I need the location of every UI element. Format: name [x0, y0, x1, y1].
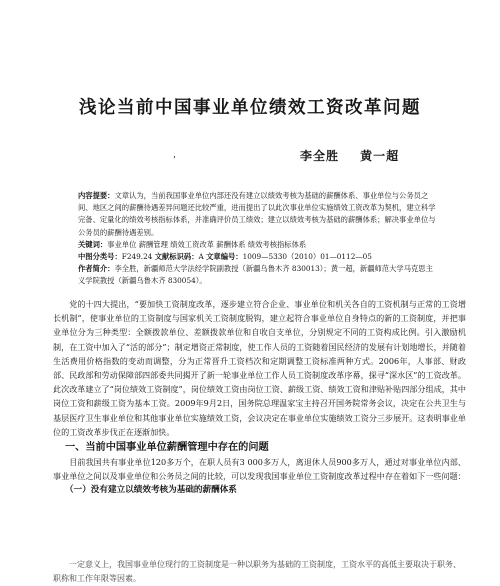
- summary-text: 文章认为，当前我国事业单位内部还没有建立以绩效考核为基础的薪酬体系、事业单位与公务员之间、地区之间的薪酬待遇差异问题还比较严重，进而提出了以此次事业单位实施绩效工资改革为契机，建立科学完备、定量化的绩效考核指标体系，并准确评价员工绩效；建立以绩效考核为基础的薪酬体系；解决事业单位与公务员的薪酬待遇差别。: [78, 191, 436, 237]
- section-heading: 一、当前中国事业单位薪酬管理中存在的问题: [65, 441, 269, 454]
- article-no-label: 文章编号：: [206, 252, 243, 262]
- clc-value: F249.24: [121, 252, 153, 262]
- abstract-author-info: [78, 263, 438, 287]
- article-no-value: 1009—5330（2010）01—0112—05: [242, 252, 372, 262]
- body-paragraph: 目前我国共有事业单位120多万个，在职人员有3 000多万人，离退休人员900多万人，通过对事业单位内部、事业单位之间以及事业单位和公务员之间的比较，可以发现我国事业单位工资制度改革过程中存在着如下一些问题：: [53, 456, 466, 481]
- subsection-heading: （一）没有建立以绩效考核为基础的薪酬体系: [65, 484, 237, 495]
- abstract-summary: [78, 190, 438, 239]
- stray-mark: ’: [173, 156, 176, 166]
- keywords-text: 事业单位 薪酬管理 绩效工资改革 薪酬体系 绩效考核指标体系: [107, 239, 307, 249]
- author-info-label: 作者简介：: [78, 264, 115, 274]
- doc-code-value: A: [198, 252, 204, 262]
- keywords-label: 关键词：: [78, 239, 108, 249]
- article-authors: 李全胜 黄一超: [300, 149, 400, 163]
- abstract-block: [78, 190, 438, 288]
- summary-label: 内容提要：: [78, 191, 115, 200]
- clc-label: 中图分类号：: [78, 252, 122, 262]
- abstract-keywords: [78, 239, 438, 251]
- body-paragraph: 党的十四大提出，“要加快工资制度改革，逐步建立符合企业、事业单位和机关各自的工资机制与正常的工资增长机制”，使事业单位的工资制度与国家机关工资制度脱钩，建立起符合事业单位自身特点的新的工资制度，并把事业单位分为三种类型：全额拨款单位、差额拨款单位和自收自支单位，分别规定不同的工资构成比例。引入激励机制，在工资中加入了“活的部分”；制定增资正常制度，使工作人员的工资随着国民经济的发展有计划地增长，并随着生活费用价格指数的变动而调整，分为正常晋升工资档次和定期调整工资标准两种方式。2006年，人事部、财政部、民政部和劳动保障部四部委共同揭开了新一轮事业单位工作人员工资制度改革序幕，探寻“深水区”的工资改革。此次改革建立了“岗位绩效工资制度”，岗位绩效工资由岗位工资、薪级工资、绩效工资和津贴补贴四部分组成，其中岗位工资和薪级工资为基本工资。2009年9月2日，国务院总理温家宝主持召开国务院常务会议，决定在公共卫生与基层医疗卫生事业单位和其他事业单位实施绩效工资，会议决定在事业单位实施绩效工资分三步展开。这表明事业单位的工资改革步伐正在逐渐加快。: [53, 299, 466, 437]
- article-title: 浅论当前中国事业单位绩效工资改革问题: [79, 98, 421, 118]
- cut-off-paragraph: 一定意义上，我国事业单位现行的工资制度是一种以职务为基础的工资制度，工资水平的高低主要取决于职务、职称和工作年限等因素。: [53, 560, 461, 583]
- author-info-text: 李全胜，新疆师范大学法经学院副教授（新疆乌鲁木齐 830013）；黄一超，新疆师范大学马克思主义学院教授（新疆乌鲁木齐 830054）。: [78, 264, 433, 286]
- doc-code-label: 文献标识码：: [154, 252, 199, 262]
- article-body: [53, 297, 466, 497]
- abstract-classification: [78, 251, 438, 263]
